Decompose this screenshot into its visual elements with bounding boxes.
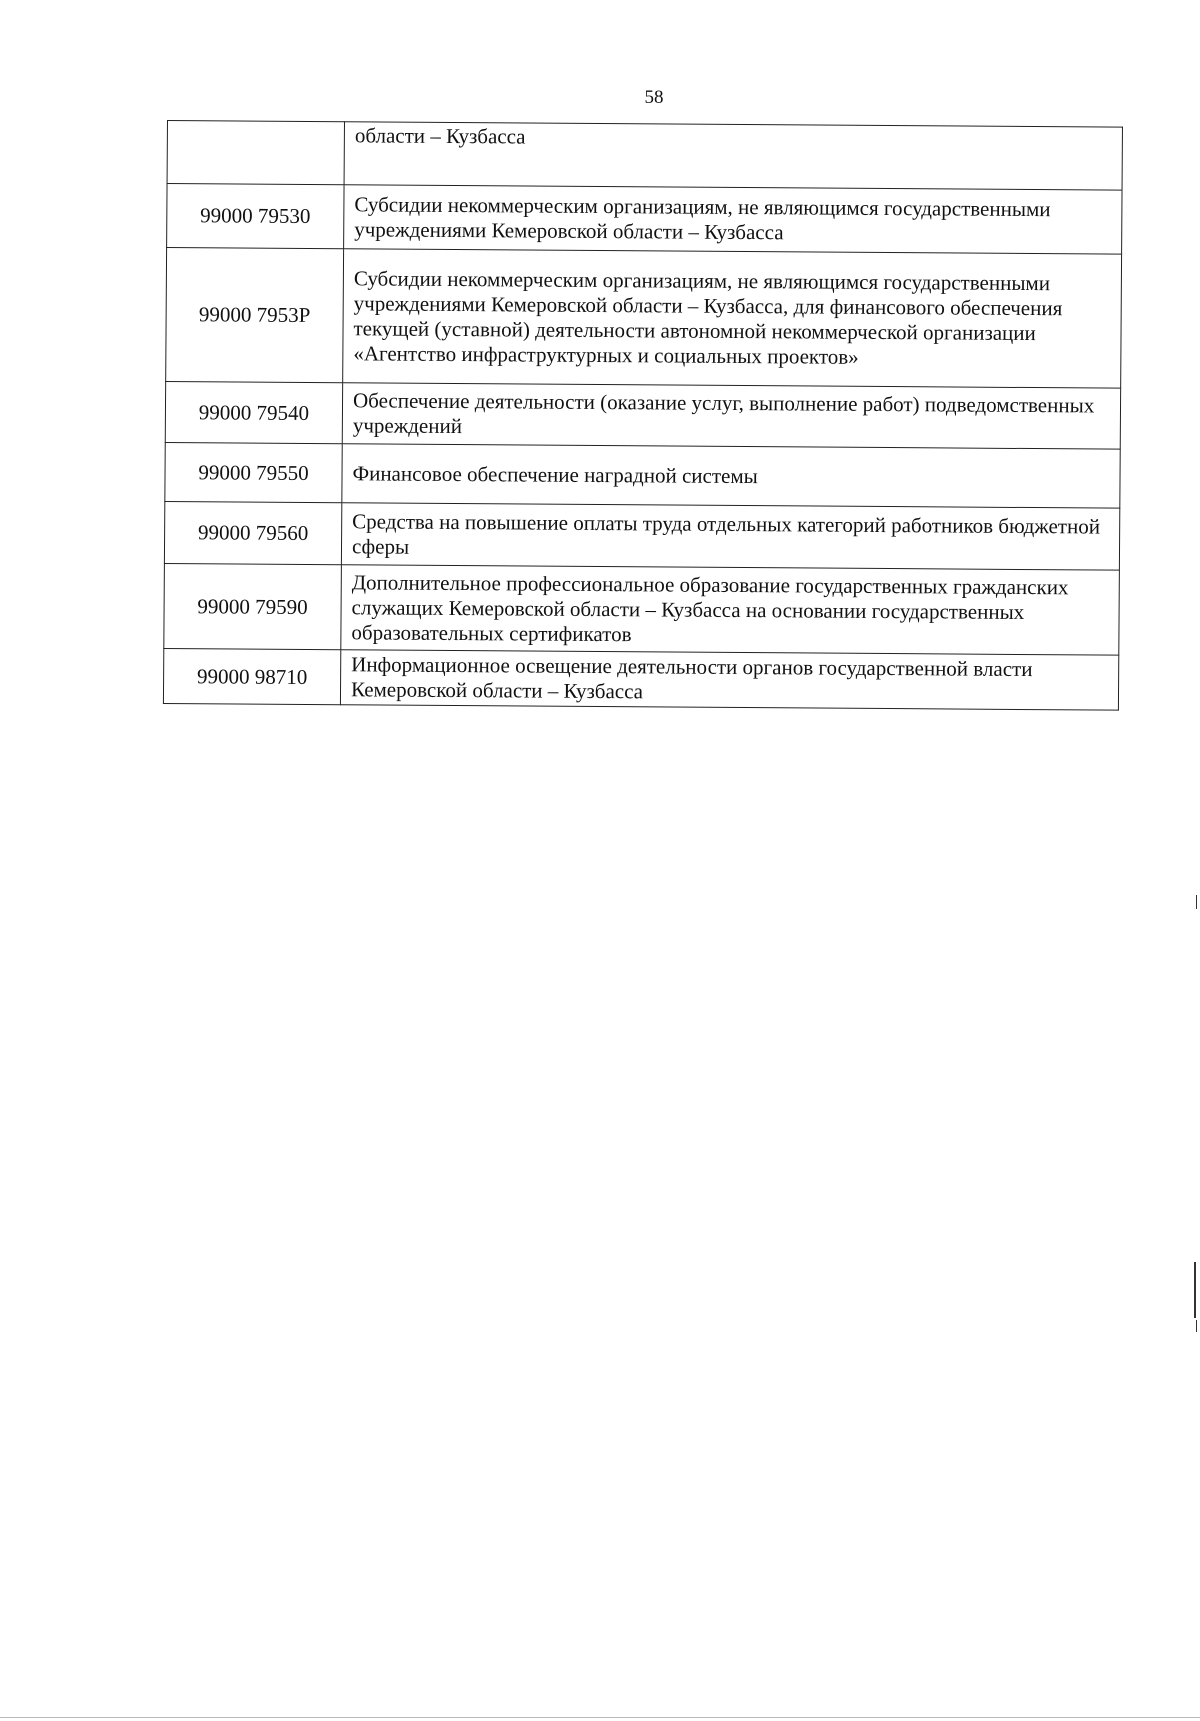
table-row — [165, 442, 1120, 508]
code-cell: 99000 79540 — [165, 381, 342, 443]
description-cell: Информационное освещение деятельности органов государственной власти Кемеровской области – Кузбасса — [340, 650, 1118, 710]
table-row — [164, 563, 1120, 655]
scan-artifact — [1194, 1262, 1196, 1318]
description-cell: Дополнительное профессиональное образование государственных гражданских служащих Кемеровской области – Кузбасса на основании государственных образовательных сертификатов — [341, 565, 1120, 655]
description-cell: Средства на повышение оплаты труда отдельных категорий работников бюджетной сферы — [341, 503, 1119, 570]
description-cell: Финансовое обеспечение наградной системы — [342, 444, 1120, 508]
description-cell: области – Кузбасса — [344, 122, 1122, 190]
description-cell: Субсидии некоммерческим организациям, не являющимся государственными учреждениями Кемеровской области – Кузбасса — [344, 185, 1122, 254]
table-row — [165, 381, 1120, 449]
code-cell: 99000 79530 — [167, 184, 344, 249]
table-row — [167, 184, 1122, 255]
table-row — [163, 648, 1118, 710]
code-cell: 99000 79590 — [164, 563, 342, 649]
table-row — [166, 248, 1122, 389]
code-cell — [167, 121, 344, 185]
page-number: 58 — [644, 87, 664, 108]
table-row — [164, 501, 1119, 570]
code-cell: 99000 7953Р — [166, 248, 344, 383]
code-cell: 99000 79550 — [165, 442, 342, 502]
table-row — [167, 121, 1122, 191]
description-cell: Обеспечение деятельности (оказание услуг, выполнение работ) подведомственных учреждений — [342, 383, 1120, 449]
scan-artifact — [1196, 895, 1197, 909]
budget-code-table — [163, 120, 1123, 711]
code-cell: 99000 79560 — [164, 501, 341, 564]
description-cell: Субсидии некоммерческим организациям, не являющимся государственными учреждениями Кемеровской области – Кузбасса, для финансового обеспечения текущей (уставной) деятельности автономной некоммерческой организации «Агентство инфраструктурных и социальных проектов» — [343, 249, 1122, 388]
scan-artifact — [0, 1717, 1200, 1718]
scan-artifact — [1196, 1320, 1197, 1332]
code-cell: 99000 98710 — [163, 648, 340, 704]
